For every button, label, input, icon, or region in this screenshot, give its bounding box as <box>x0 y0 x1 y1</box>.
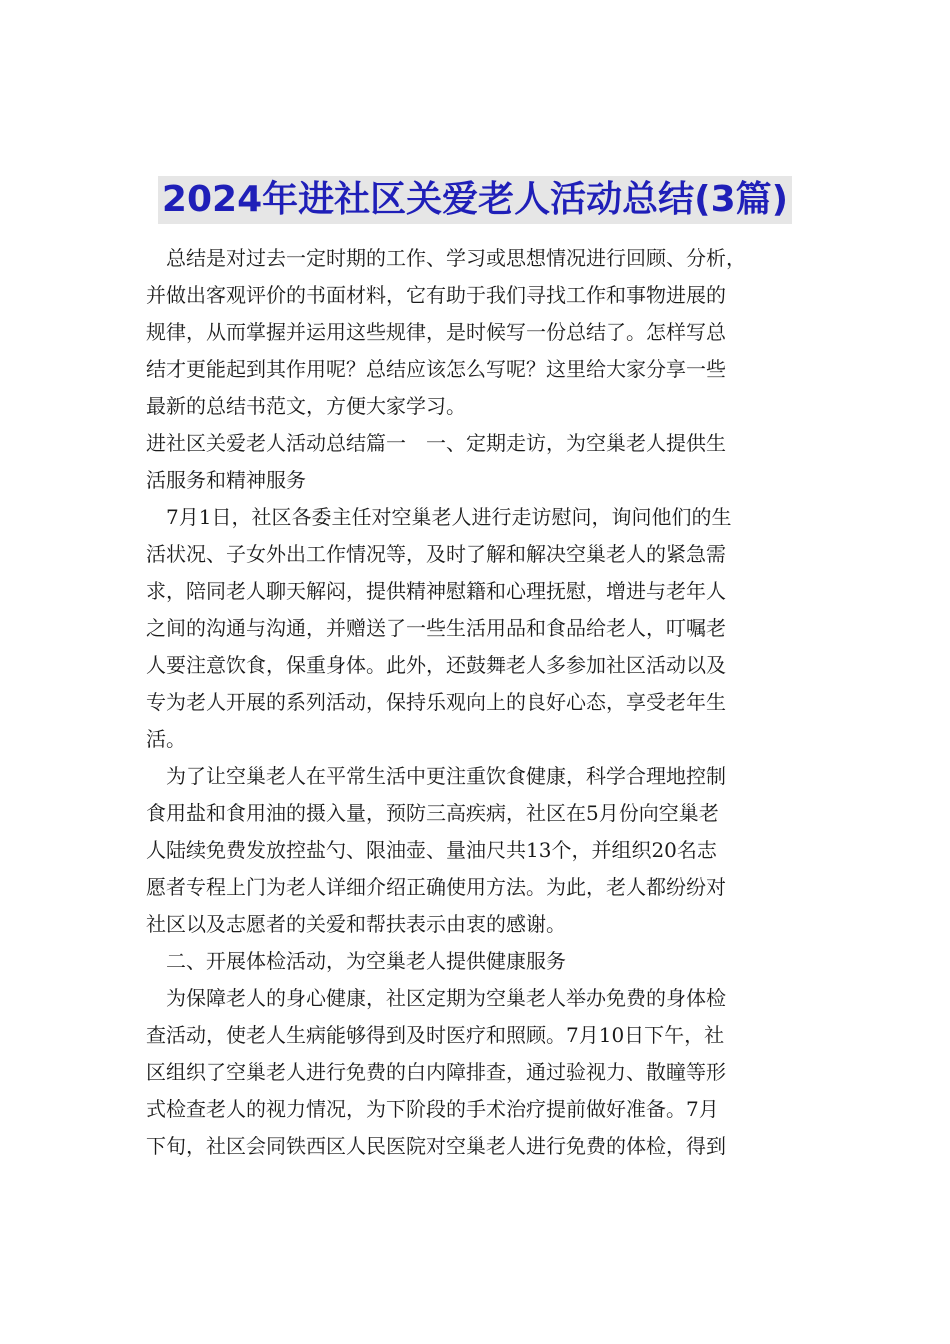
body-text-line: 之间的沟通与沟通，并赠送了一些生活用品和食品给老人，叮嘱老 <box>146 616 726 640</box>
body-text-line: 进社区关爱老人活动总结篇一 一、定期走访，为空巢老人提供生 <box>146 431 726 455</box>
body-text-line: 查活动，使老人生病能够得到及时医疗和照顾。7月10日下午，社 <box>146 1023 725 1047</box>
body-text-line: 下旬，社区会同铁西区人民医院对空巢老人进行免费的体检，得到 <box>146 1134 726 1158</box>
body-text-line: 并做出客观评价的书面材料，它有助于我们寻找工作和事物进展的 <box>146 283 726 307</box>
body-text-line: 规律，从而掌握并运用这些规律，是时候写一份总结了。怎样写总 <box>146 320 726 344</box>
document-title: 2024年进社区关爱老人活动总结(3篇) <box>158 176 792 224</box>
body-text-line: 食用盐和食用油的摄入量，预防三高疾病，社区在5月份向空巢老 <box>146 801 719 825</box>
body-text-line: 人要注意饮食，保重身体。此外，还鼓舞老人多参加社区活动以及 <box>146 653 726 677</box>
body-text-line: 7月1日，社区各委主任对空巢老人进行走访慰问，询问他们的生 <box>146 505 732 529</box>
body-text-line: 求，陪同老人聊天解闷，提供精神慰籍和心理抚慰，增进与老年人 <box>146 579 726 603</box>
body-text-line: 为了让空巢老人在平常生活中更注重饮食健康，科学合理地控制 <box>146 764 726 788</box>
body-text-line: 最新的总结书范文，方便大家学习。 <box>146 394 466 418</box>
document-body <box>146 240 810 1165</box>
title-container <box>0 176 950 224</box>
body-text-line: 总结是对过去一定时期的工作、学习或思想情况进行回顾、分析， <box>146 246 746 270</box>
body-text-line: 活状况、子女外出工作情况等，及时了解和解决空巢老人的紧急需 <box>146 542 726 566</box>
body-text-line: 活。 <box>146 727 186 751</box>
body-text-line: 为保障老人的身心健康，社区定期为空巢老人举办免费的身体检 <box>146 986 726 1010</box>
body-text-line: 人陆续免费发放控盐勺、限油壶、量油尺共13个，并组织20名志 <box>146 838 717 862</box>
body-text-line: 专为老人开展的系列活动，保持乐观向上的良好心态，享受老年生 <box>146 690 726 714</box>
body-text-line: 区组织了空巢老人进行免费的白内障排查，通过验视力、散瞳等形 <box>146 1060 726 1084</box>
body-text-line: 活服务和精神服务 <box>146 468 306 492</box>
body-text-line: 二、开展体检活动，为空巢老人提供健康服务 <box>146 949 566 973</box>
body-text-line: 社区以及志愿者的关爱和帮扶表示由衷的感谢。 <box>146 912 566 936</box>
body-text-line: 愿者专程上门为老人详细介绍正确使用方法。为此，老人都纷纷对 <box>146 875 726 899</box>
body-text-line: 式检查老人的视力情况，为下阶段的手术治疗提前做好准备。7月 <box>146 1097 719 1121</box>
body-text-line: 结才更能起到其作用呢？总结应该怎么写呢？这里给大家分享一些 <box>146 357 726 381</box>
